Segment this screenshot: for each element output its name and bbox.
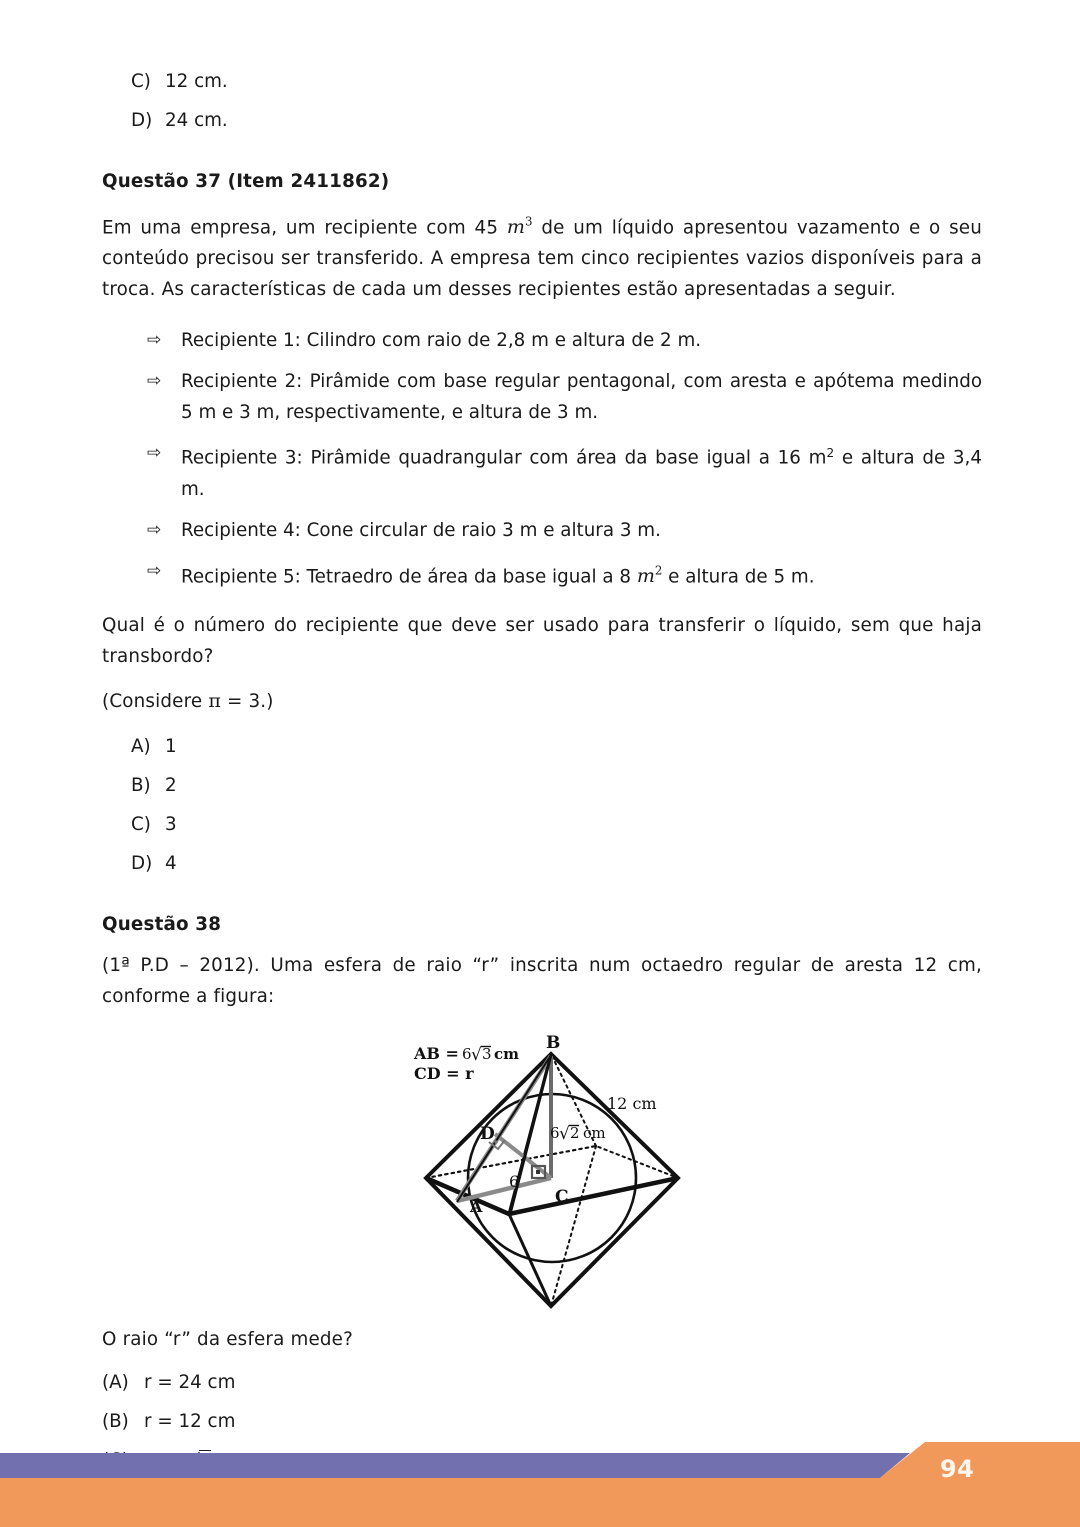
right-angle-dot-c — [536, 1170, 540, 1174]
diagonal-radical-sign: √ — [559, 1123, 570, 1144]
list-item-text: Recipiente 1: Cilindro com raio de 2,8 m e altura de 2 m. — [181, 330, 702, 352]
vertex-label-c: C — [555, 1186, 569, 1207]
legend-ab-label: AB = — [414, 1043, 459, 1063]
option-item — [102, 805, 982, 844]
list-item-text-post: e altura de 5 m. — [662, 565, 815, 587]
list-item — [102, 325, 982, 356]
arrow-bullet-icon: ⇨ — [147, 519, 162, 540]
option-text: r = 12 cm — [144, 1410, 236, 1432]
arrow-bullet-icon: ⇨ — [147, 443, 162, 464]
option-item — [102, 101, 982, 140]
option-item — [102, 62, 982, 101]
legend-ab-unit: cm — [494, 1044, 520, 1063]
arrow-bullet-icon: ⇨ — [147, 371, 162, 392]
page-content — [102, 62, 982, 1521]
spacer — [102, 676, 982, 686]
list-item-text: Recipiente 4: Cone circular de raio 3 m e altura 3 m. — [181, 519, 661, 541]
option-label: (B) — [102, 1410, 129, 1432]
question-37-heading: Questão 37 (Item 2411862) — [102, 171, 390, 192]
edge-front-to-bottom — [509, 1214, 551, 1306]
question-38-heading: Questão 38 — [102, 913, 222, 935]
list-item-text: Recipiente 2: Pirâmide com base regular pentagonal, com aresta e apótema medindo 5 m e 3 m, respectivamente, e altura de 3 m. — [181, 371, 982, 424]
recipient-list — [102, 325, 982, 592]
page-footer — [0, 1420, 1080, 1527]
option-text: r = 24 cm — [144, 1371, 236, 1393]
question-38-stem: (1ª P.D – 2012). Uma esfera de raio “r” inscrita num octaedro regular de aresta 12 cm, conforme a figura: — [102, 954, 982, 1007]
stem-text-part1: Em uma empresa, um recipiente com 45 — [102, 217, 507, 239]
option-item — [102, 1363, 982, 1402]
option-text: 12 cm. — [165, 71, 228, 92]
spacer — [102, 940, 982, 950]
option-item — [102, 727, 982, 766]
question-37-ask: Qual é o número do recipiente que deve ser usado para transferir o líquido, sem que haja transbordo? — [102, 614, 982, 667]
option-label: (A) — [102, 1371, 129, 1393]
apothem-length-label: 6 — [509, 1171, 520, 1191]
vertex-label-d: D — [480, 1123, 495, 1144]
spacer — [102, 140, 982, 166]
option-label: C) — [131, 71, 151, 92]
spacer — [102, 602, 982, 610]
option-label: B) — [131, 774, 151, 796]
legend-ab-radical-sign: √ — [471, 1044, 482, 1065]
square-meter-exponent: 2 — [826, 446, 835, 461]
arrow-bullet-icon: ⇨ — [147, 330, 162, 351]
right-angle-dot-d — [495, 1140, 498, 1143]
option-item — [102, 844, 982, 883]
equator-front-edges — [426, 1178, 678, 1214]
vertex-label-a: A — [470, 1196, 483, 1216]
list-item-text — [181, 438, 982, 504]
list-item — [102, 515, 982, 546]
option-label: A) — [131, 735, 151, 757]
option-text: 4 — [165, 852, 177, 874]
cubic-meter-symbol: $m^3$ — [506, 215, 533, 239]
spacer — [102, 883, 982, 909]
question-37-stem — [102, 207, 982, 305]
footer-purple-band — [0, 1453, 910, 1478]
option-text: 1 — [165, 735, 177, 757]
question-37-consider-note — [102, 686, 982, 717]
consider-pre: (Considere — [102, 690, 209, 712]
list-item-text-pre: Recipiente 5: Tetraedro de área da base igual a 8 — [181, 565, 637, 587]
option-text: 2 — [165, 774, 177, 796]
legend-cd-label: CD = r — [414, 1063, 474, 1083]
octahedron-diagram-svg — [410, 1026, 700, 1311]
octahedron-figure — [102, 1026, 982, 1316]
legend-ab-radicand: 3 — [482, 1044, 492, 1063]
square-meter-symbol: $m^2$ — [636, 563, 663, 587]
question-37-options — [102, 727, 982, 883]
diagonal-coef: 6 — [550, 1123, 560, 1142]
stem-text-part2: de um líquido apresentou vazamento e o seu conteúdo precisou ser transferido. A empresa tem cinco recipientes vazios disponíveis para a troca. As características de cada um desses recipientes estão apresentadas a seguir. — [102, 217, 982, 301]
question-38-ask: O raio “r” da esfera mede? — [102, 1328, 354, 1350]
pi-symbol: π — [208, 689, 221, 712]
list-item-text-pre: Recipiente 3: Pirâmide quadrangular com área da base igual a 16 m — [181, 447, 827, 469]
option-item — [102, 766, 982, 805]
arrow-bullet-icon: ⇨ — [147, 560, 162, 581]
vertex-label-b: B — [546, 1032, 561, 1053]
diagonal-unit: cm — [583, 1123, 606, 1142]
spacer — [102, 309, 982, 325]
option-label: D) — [131, 110, 153, 131]
list-item — [102, 556, 982, 592]
legend-ab-coef: 6 — [462, 1044, 472, 1063]
list-item — [102, 366, 982, 428]
page-number: 94 — [940, 1455, 975, 1483]
option-text: 3 — [165, 813, 177, 835]
list-item — [102, 438, 982, 504]
diagonal-radicand: 2 — [570, 1123, 580, 1142]
previous-question-options — [102, 62, 982, 140]
option-label: D) — [131, 852, 153, 874]
spacer — [102, 197, 982, 207]
option-label: C) — [131, 813, 151, 835]
list-item-text-post: e altura de 3,4 m. — [181, 447, 982, 500]
list-item-text — [181, 556, 982, 592]
edge-length-label: 12 cm — [607, 1093, 657, 1113]
consider-post: = 3.) — [220, 690, 274, 712]
spacer — [102, 1316, 982, 1324]
option-text: 24 cm. — [165, 110, 228, 131]
